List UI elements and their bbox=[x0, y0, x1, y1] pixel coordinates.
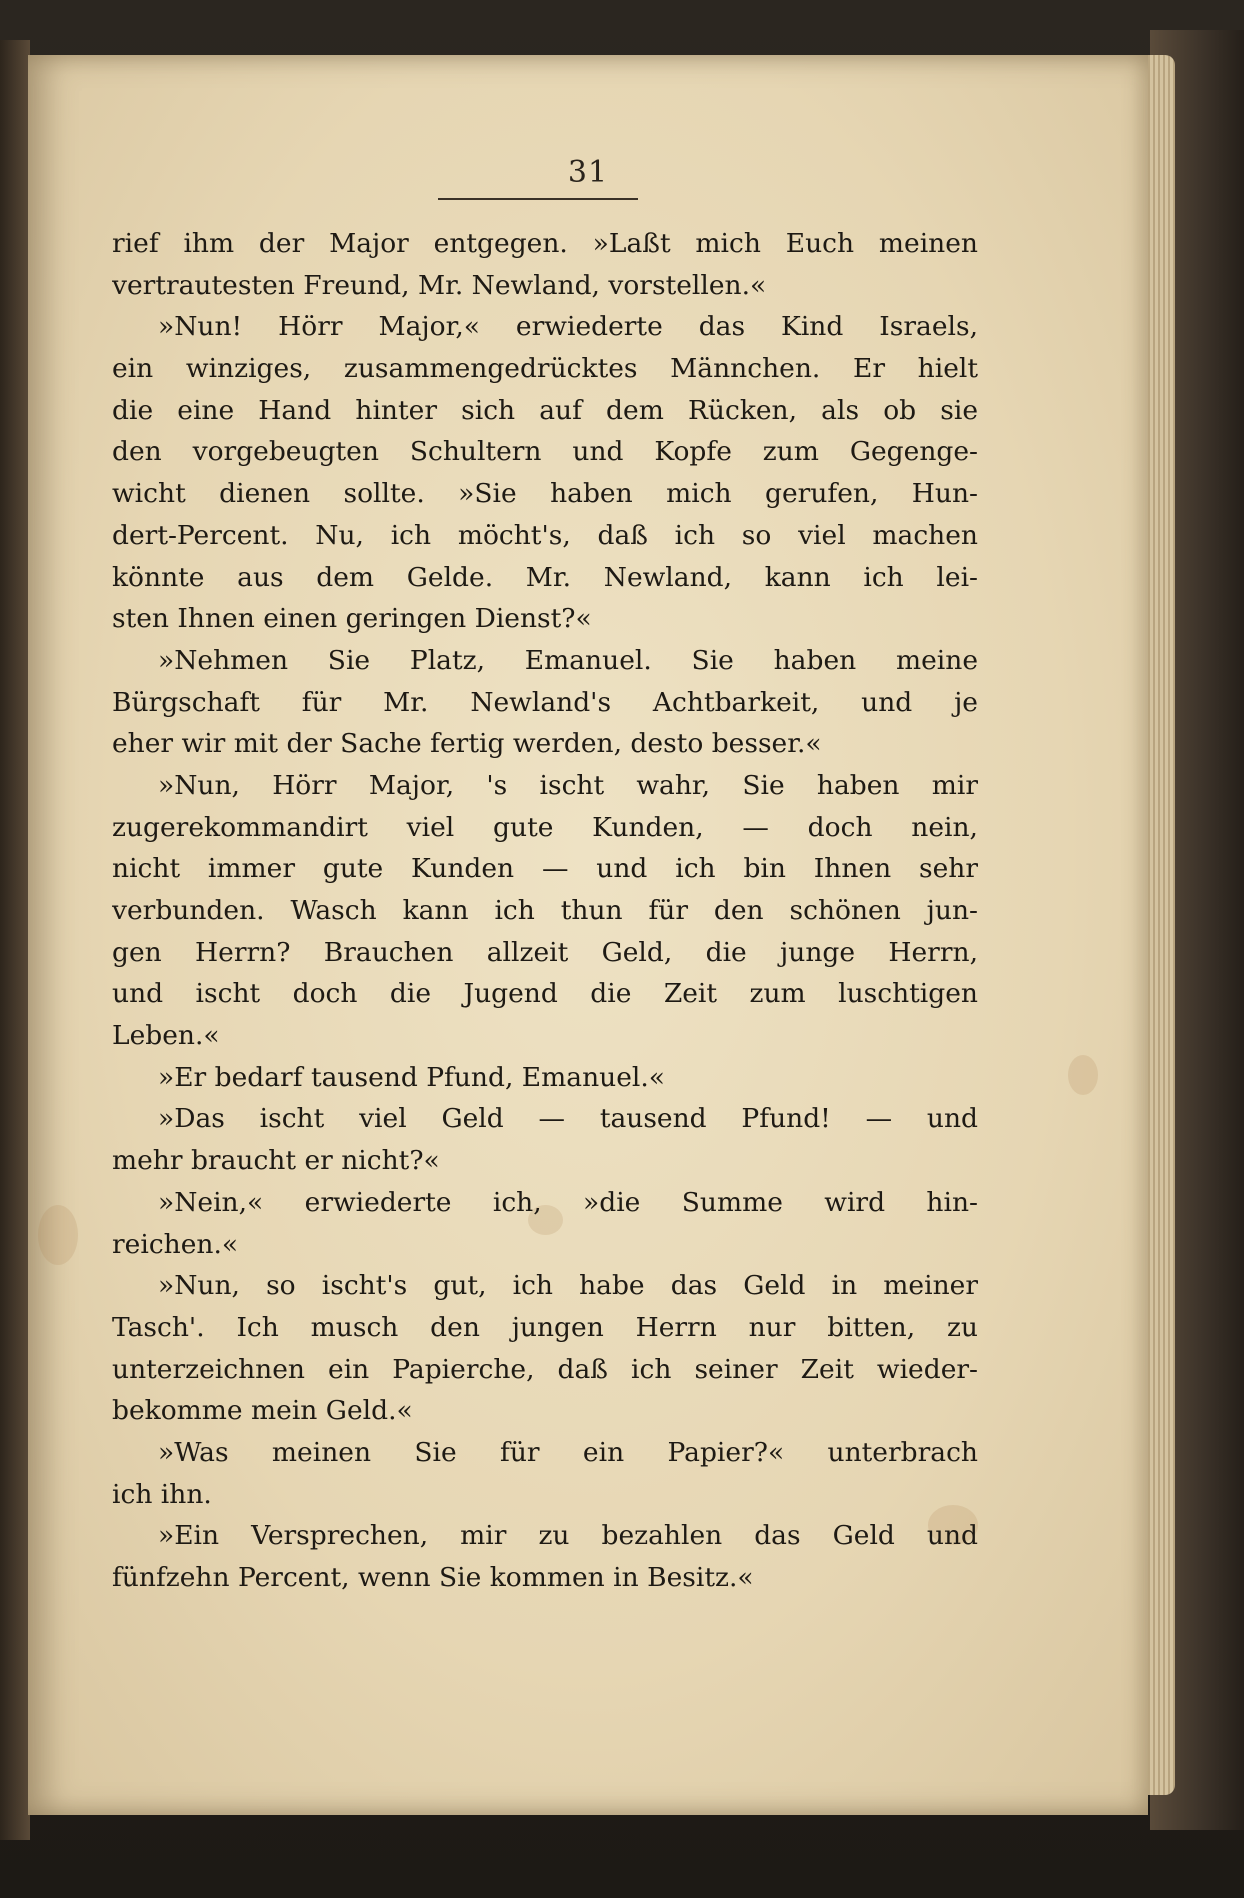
text-line: könnte aus dem Gelde. Mr. Newland, kann ich lei- bbox=[112, 561, 978, 593]
text-line: fünfzehn Percent, wenn Sie kommen in Besitz.« bbox=[112, 1562, 754, 1593]
text-line: »Nun, Hörr Major, 's ischt wahr, Sie haben mir bbox=[158, 769, 978, 801]
body-text bbox=[112, 223, 978, 1599]
paper-stain bbox=[1068, 1055, 1098, 1095]
header-rule bbox=[438, 198, 638, 200]
text-line: ich ihn. bbox=[112, 1478, 212, 1510]
text-line: nicht immer gute Kunden — und ich bin Ihnen sehr bbox=[112, 853, 978, 885]
text-line: und ischt doch die Jugend die Zeit zum luschtigen bbox=[112, 978, 978, 1010]
text-line: bekomme mein Geld.« bbox=[112, 1395, 413, 1427]
text-line: Tasch'. Ich musch den jungen Herrn nur bitten, zu bbox=[112, 1311, 978, 1343]
text-line: Leben.« bbox=[112, 1020, 220, 1052]
text-line: reichen.« bbox=[112, 1228, 239, 1260]
text-line: gen Herrn? Brauchen allzeit Geld, die junge Herrn, bbox=[112, 936, 978, 968]
text-line: »Ein Versprechen, mir zu bezahlen das Geld und bbox=[158, 1520, 978, 1552]
text-line: eher wir mit der Sache fertig werden, desto besser.« bbox=[112, 728, 822, 760]
text-line: rief ihm der Major entgegen. »Laßt mich Euch meinen bbox=[112, 228, 978, 259]
book-cover-left bbox=[0, 40, 30, 1840]
text-line: »Nun, so ischt's gut, ich habe das Geld in meiner bbox=[158, 1270, 978, 1302]
text-line: »Er bedarf tausend Pfund, Emanuel.« bbox=[158, 1061, 665, 1093]
text-line: mehr braucht er nicht?« bbox=[112, 1145, 440, 1177]
text-line: wicht dienen sollte. »Sie haben mich gerufen, Hun- bbox=[112, 478, 978, 510]
paper-stain bbox=[38, 1205, 78, 1265]
text-line: den vorgebeugten Schultern und Kopfe zum Gegenge- bbox=[112, 436, 978, 468]
page-number: 31 bbox=[567, 155, 609, 190]
text-line: ein winziges, zusammengedrücktes Männchen. Er hielt bbox=[112, 353, 978, 385]
text-line: Bürgschaft für Mr. Newland's Achtbarkeit, und je bbox=[112, 686, 978, 718]
text-line: sten Ihnen einen geringen Dienst?« bbox=[112, 603, 592, 635]
text-line: »Nein,« erwiederte ich, »die Summe wird hin- bbox=[158, 1186, 978, 1218]
book-page bbox=[28, 55, 1148, 1815]
text-line: »Was meinen Sie für ein Papier?« unterbrach bbox=[158, 1436, 978, 1468]
text-line: verbunden. Wasch kann ich thun für den schönen jun- bbox=[112, 895, 978, 926]
text-line: »Nehmen Sie Platz, Emanuel. Sie haben meine bbox=[158, 644, 978, 676]
text-line: unterzeichnen ein Papierche, daß ich seiner Zeit wieder- bbox=[112, 1353, 978, 1385]
text-line: zugerekommandirt viel gute Kunden, — doch nein, bbox=[112, 811, 978, 843]
text-line: vertrautesten Freund, Mr. Newland, vorstellen.« bbox=[112, 269, 767, 301]
text-line: dert-Percent. Nu, ich möcht's, daß ich so viel machen bbox=[112, 519, 978, 551]
text-line: »Nun! Hörr Major,« erwiederte das Kind Israels, bbox=[158, 311, 978, 343]
text-line: die eine Hand hinter sich auf dem Rücken, als ob sie bbox=[112, 394, 978, 426]
text-line: »Das ischt viel Geld — tausend Pfund! — und bbox=[158, 1103, 978, 1135]
